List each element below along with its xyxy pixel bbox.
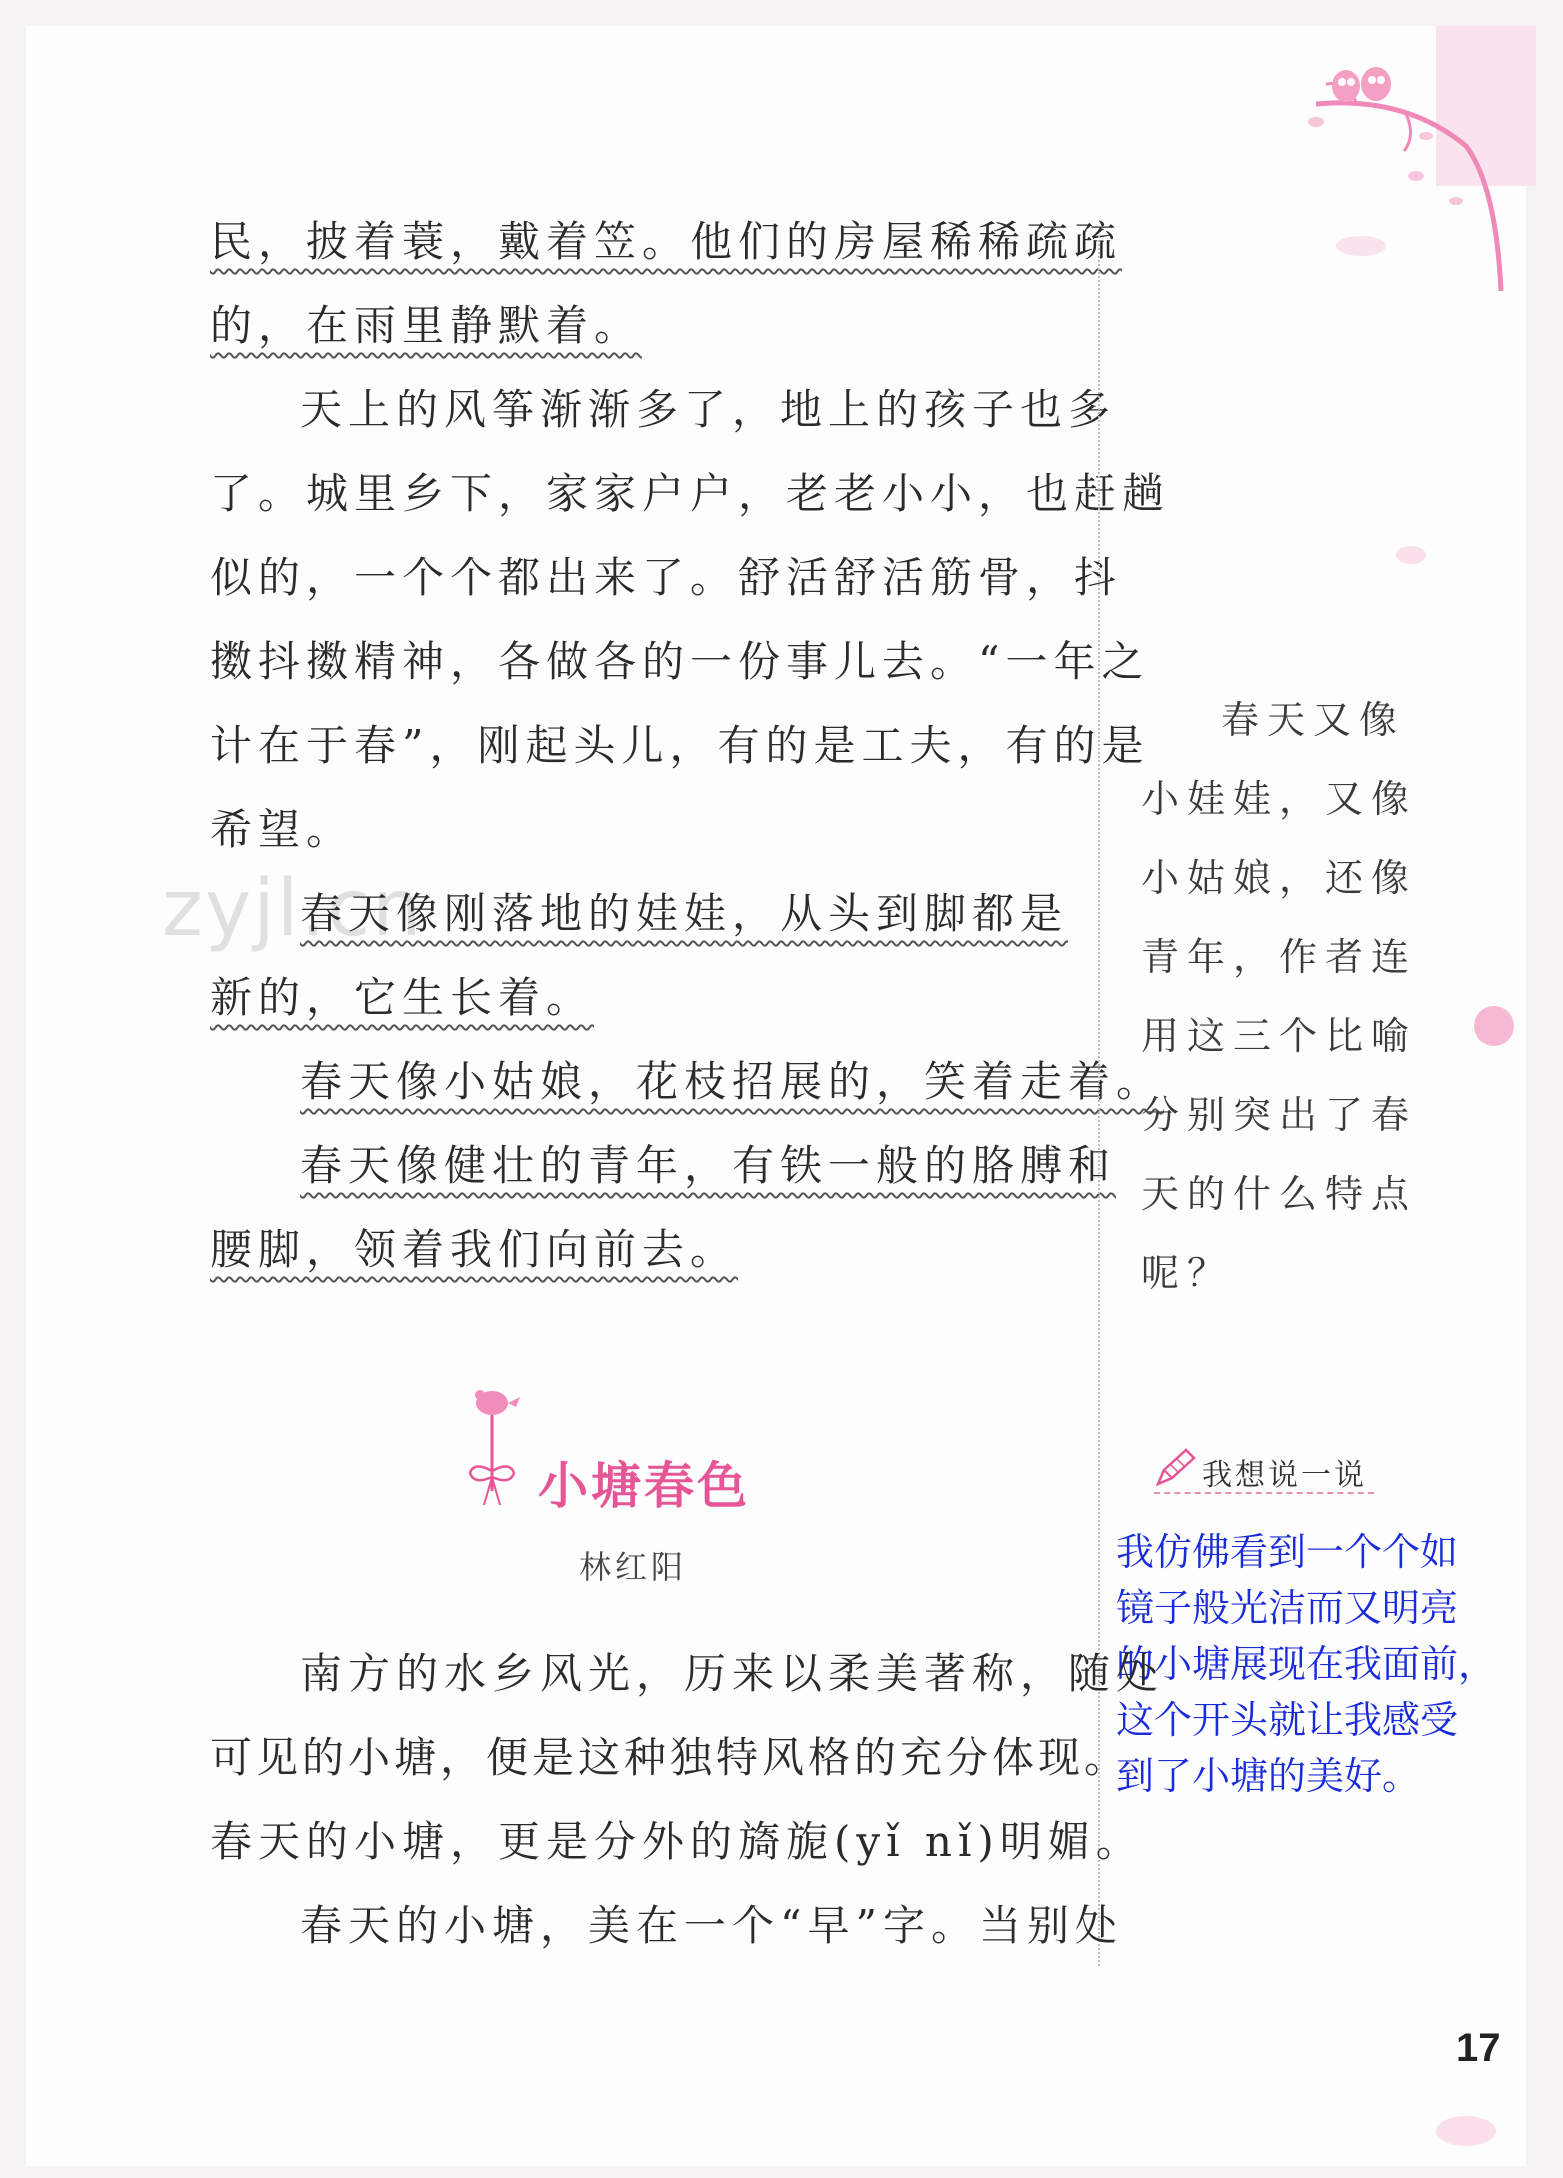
text-line: 民，披着蓑，戴着笠。他们的房屋稀稀疏疏 bbox=[210, 217, 1123, 266]
textbook-page bbox=[26, 26, 1526, 2166]
answer-text bbox=[1116, 1524, 1536, 1804]
text-line: 天上的风筝渐渐多了，地上的孩子也多 bbox=[300, 385, 1117, 434]
side-question-line: 春天又像 bbox=[1221, 698, 1406, 742]
side-question-line: 小姑娘，还像 bbox=[1141, 856, 1418, 900]
page-number: 17 bbox=[1456, 2026, 1501, 2070]
answer-line: 的小塘展现在我面前， bbox=[1116, 1642, 1497, 1686]
text-line: 擞抖擞精神，各做各的一份事儿去。“一年之 bbox=[210, 637, 1150, 686]
say-label bbox=[1154, 1444, 1374, 1494]
text-line: 腰脚，领着我们向前去。 bbox=[210, 1225, 739, 1274]
side-question-line: 分别突出了春 bbox=[1141, 1093, 1418, 1137]
answer-line: 我仿佛看到一个个如 bbox=[1116, 1530, 1459, 1574]
pink-blob-decoration bbox=[1396, 546, 1426, 564]
article-title: 小塘春色 bbox=[538, 1457, 750, 1515]
article-line: 春天的小塘，更是分外的旖旎(yǐ nǐ)明媚。 bbox=[210, 1817, 1144, 1866]
text-line: 春天像小姑娘，花枝招展的，笑着走着。 bbox=[300, 1057, 1165, 1106]
text-line: 计在于春”，刚起头儿，有的是工夫，有的是 bbox=[210, 721, 1150, 770]
pink-blob-decoration bbox=[1474, 1006, 1514, 1046]
side-question-line: 小娃娃，又像 bbox=[1141, 777, 1418, 821]
text-line: 的，在雨里静默着。 bbox=[210, 301, 643, 350]
owl-branch-decoration bbox=[1276, 26, 1536, 326]
side-question bbox=[1141, 681, 1418, 1313]
article-line: 春天的小塘，美在一个“早”字。当别处 bbox=[300, 1901, 1123, 1950]
article-line: 南方的水乡风光，历来以柔美著称，随处 bbox=[300, 1649, 1165, 1698]
text-line: 似的，一个个都出来了。舒活舒活筋骨，抖 bbox=[210, 553, 1123, 602]
text-line: 了。城里乡下，家家户户，老老小小，也赶趟 bbox=[210, 469, 1171, 518]
side-question-line: 用这三个比喻 bbox=[1141, 1014, 1418, 1058]
pencil-icon bbox=[1154, 1448, 1198, 1488]
text-line: 新的，它生长着。 bbox=[210, 973, 595, 1022]
bird-ribbon-icon bbox=[456, 1381, 536, 1521]
say-label-text: 我想说一说 bbox=[1202, 1458, 1367, 1493]
side-question-line: 呢？ bbox=[1141, 1251, 1234, 1295]
article-author: 林红阳 bbox=[579, 1548, 688, 1586]
watermark: zyjl.cn bbox=[162, 864, 424, 954]
pink-blob-decoration bbox=[1436, 2116, 1496, 2146]
text-line: 春天像健壮的青年，有铁一般的胳膊和 bbox=[300, 1141, 1117, 1190]
side-question-line: 青年，作者连 bbox=[1141, 935, 1418, 979]
side-question-line: 天的什么特点 bbox=[1141, 1172, 1418, 1216]
column-divider bbox=[1098, 236, 1100, 1966]
pink-blob-decoration bbox=[1336, 236, 1386, 256]
answer-line: 到了小塘的美好。 bbox=[1116, 1754, 1421, 1798]
text-line: 春天像刚落地的娃娃，从头到脚都是 bbox=[300, 889, 1069, 938]
text-line: 希望。 bbox=[210, 805, 355, 854]
answer-line: 这个开头就让我感受 bbox=[1116, 1698, 1459, 1742]
article-line: 可见的小塘，便是这种独特风格的充分体现。 bbox=[210, 1733, 1131, 1782]
answer-line: 镜子般光洁而又明亮 bbox=[1116, 1586, 1459, 1630]
